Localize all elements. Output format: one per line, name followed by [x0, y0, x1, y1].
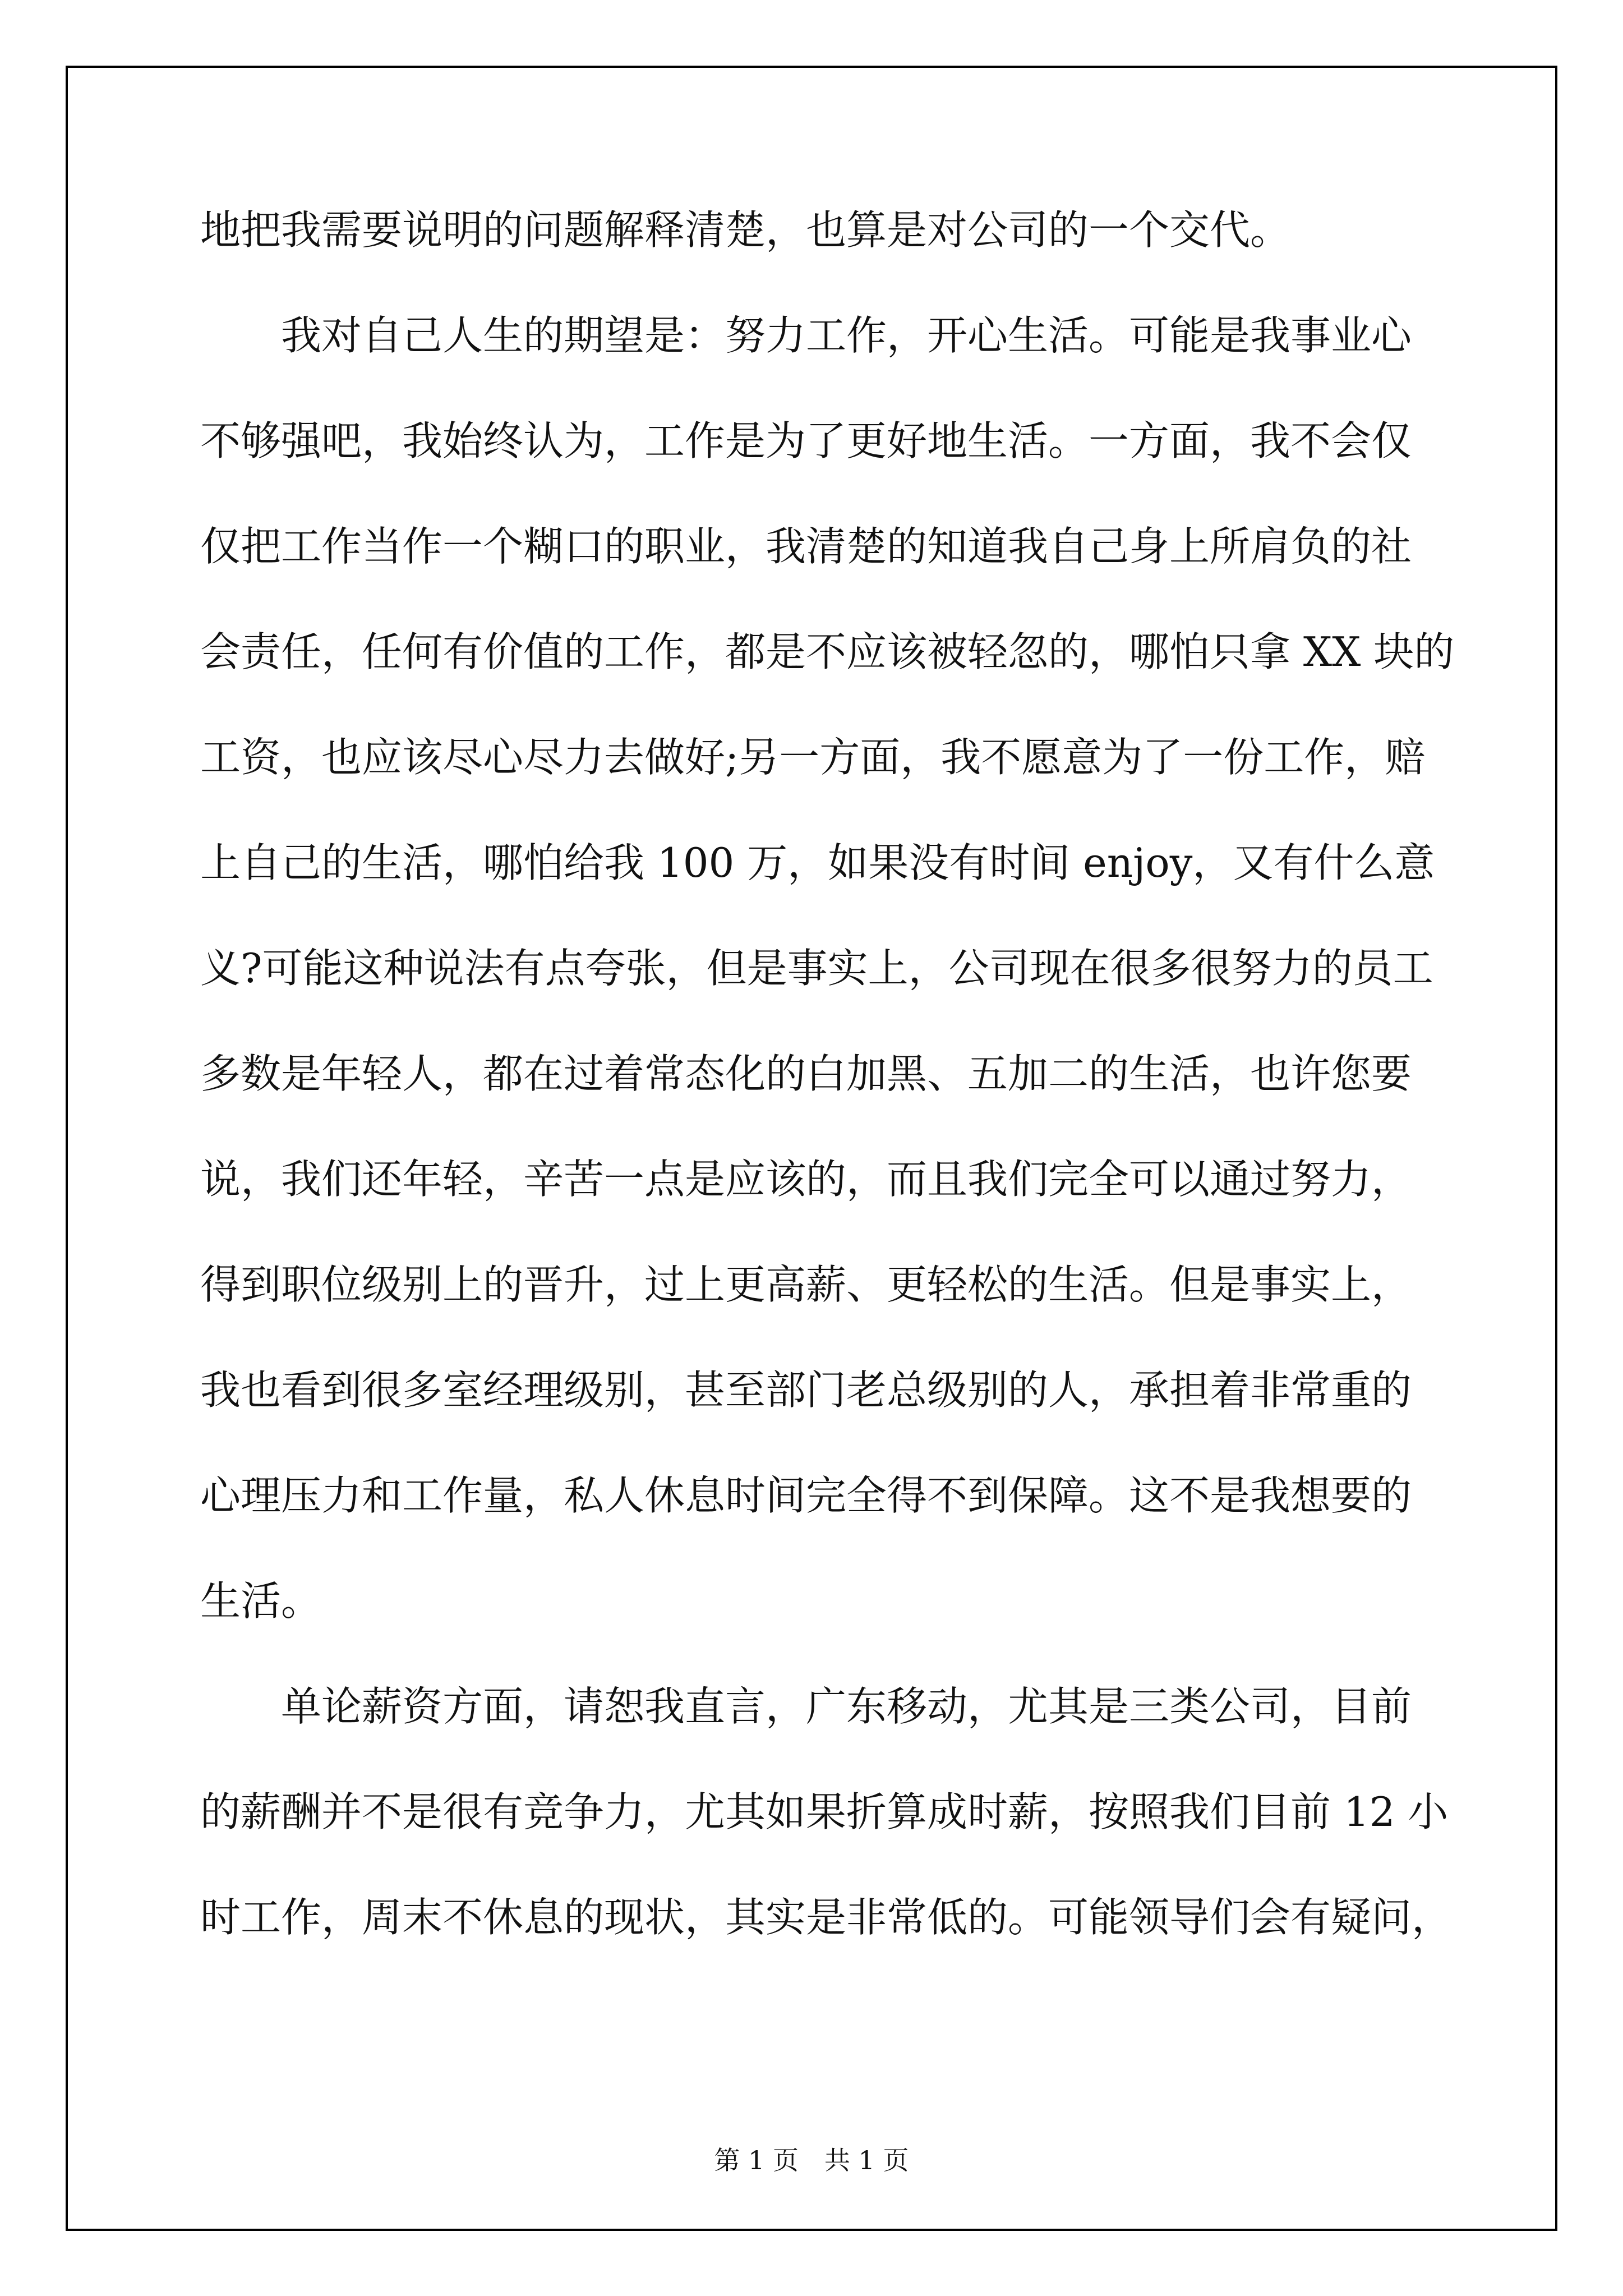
text-line: 不够强吧，我始终认为，工作是为了更好地生活。一方面，我不会仅: [200, 417, 1412, 464]
text-line: 单论薪资方面，请恕我直言，广东移动，尤其是三类公司，目前: [200, 1683, 1412, 1730]
text-line: 会责任，任何有价值的工作，都是不应该被轻忽的，哪怕只拿 XX 块的: [200, 628, 1455, 675]
text-line: 上自己的生活，哪怕给我 100 万，如果没有时间 enjoy，又有什么意: [200, 839, 1435, 886]
text-line: 心理压力和工作量，私人休息时间完全得不到保障。这不是我想要的: [200, 1472, 1412, 1519]
text-line: 时工作，周末不休息的现状，其实是非常低的。可能领导们会有疑问，: [200, 1894, 1453, 1941]
text-line: 工资，也应该尽心尽力去做好;另一方面，我不愿意为了一份工作，赔: [200, 734, 1426, 781]
text-line: 多数是年轻人，都在过着常态化的白加黑、五加二的生活，也许您要: [200, 1050, 1412, 1097]
text-line: 说，我们还年轻，辛苦一点是应该的，而且我们完全可以通过努力，: [200, 1156, 1412, 1203]
text-line: 地把我需要说明的问题解释清楚，也算是对公司的一个交代。: [200, 206, 1291, 254]
text-line: 我对自己人生的期望是：努力工作，开心生活。可能是我事业心: [200, 312, 1412, 359]
text-line: 的薪酬并不是很有竞争力，尤其如果折算成时薪，按照我们目前 12 小: [200, 1788, 1449, 1835]
text-line: 仅把工作当作一个糊口的职业，我清楚的知道我自己身上所肩负的社: [200, 523, 1412, 570]
text-line: 我也看到很多室经理级别，甚至部门老总级别的人，承担着非常重的: [200, 1366, 1412, 1414]
text-line: 生活。: [200, 1577, 322, 1625]
text-line: 义?可能这种说法有点夸张，但是事实上，公司现在很多很努力的员工: [200, 945, 1433, 992]
text-line: 得到职位级别上的晋升，过上更高薪、更轻松的生活。但是事实上，: [200, 1261, 1412, 1308]
page-number-footer: 第 1 页 共 1 页: [714, 2145, 909, 2175]
